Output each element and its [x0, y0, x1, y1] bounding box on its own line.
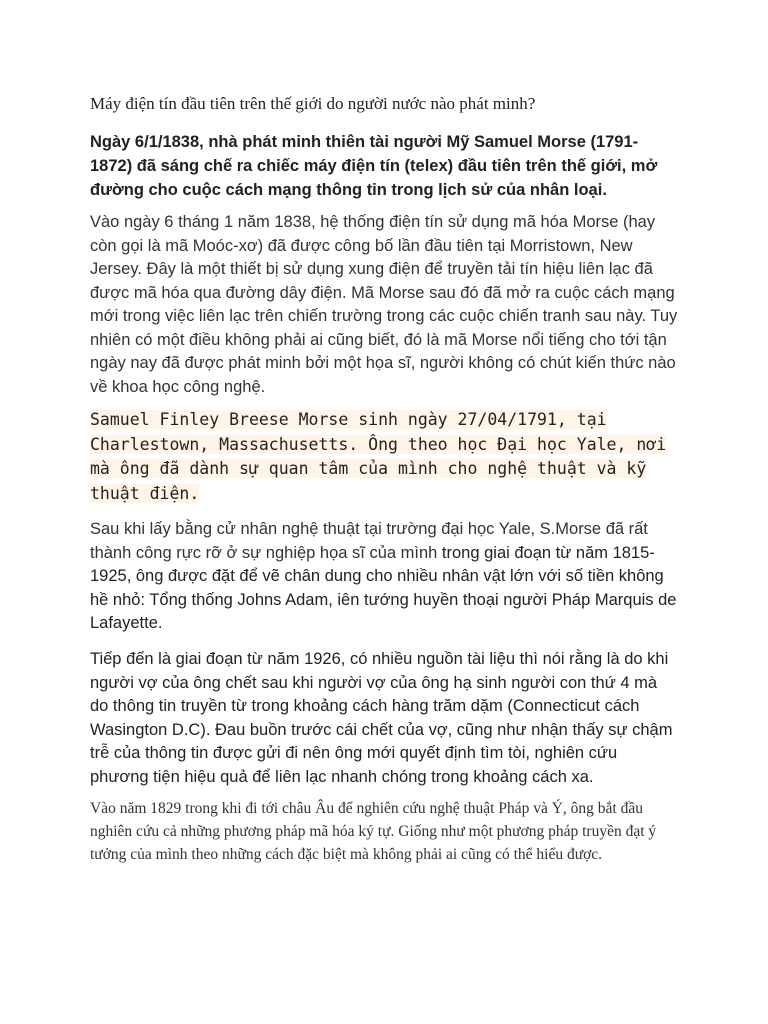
question-heading: Máy điện tín đầu tiên trên thế giới do người nước nào phát minh? — [90, 94, 536, 113]
paragraph-europe-research: Vào năm 1829 trong khi đi tới châu Âu để nghiên cứu nghệ thuật Pháp và Ý, ông bắt đầu nghiên cứu cả những phương pháp mã hóa ký tự. Giống như một phương pháp truyền đạt ý tưởng của mình theo những cách đặc biệt mà không phải ai cũng có thể hiểu được. — [90, 800, 657, 863]
highlighted-paragraph — [90, 408, 678, 506]
paragraph-wife-death: Tiếp đến là giai đoạn từ năm 1926, có nhiều nguồn tài liệu thì nói rằng là do khi người vợ của ông chết sau khi người vợ của ông hạ sinh người con thứ 4 mà do thông tin truyền từ trong khoảng cách hàng trăm dặm (Connecticut cách Wasington D.C). Đau buồn trước cái chết của vợ, cũng như nhận thấy sự chậm trễ của thông tin được gửi đi nên ông mới quyết định tìm tòi, nghiên cứu phương tiện hiệu quả để liên lạc nhanh chóng trong khoảng cách xa. — [90, 650, 673, 786]
paragraph-telegraph-history: Vào ngày 6 tháng 1 năm 1838, hệ thống điện tín sử dụng mã hóa Morse (hay còn gọi là mã Moóc-xơ) đã được công bố lần đầu tiên tại Morristown, New Jersey. Đây là một thiết bị sử dụng xung điện để truyền tải tín hiệu liên lạc đã được mã hóa qua đường dây điện. Mã Morse sau đó đã mở ra cuộc cách mạng mới trong việc liên lạc trên chiến trường trong các cuộc chiến tranh sau này. Tuy nhiên có một điều không phải ai cũng biết, đó là mã Morse nổi tiếng cho tới tận ngày nay đã được phát minh bởi một họa sĩ, người không có chút kiến thức nào về khoa học công nghệ. — [90, 213, 678, 396]
lead-paragraph: Ngày 6/1/1838, nhà phát minh thiên tài người Mỹ Samuel Morse (1791-1872) đã sáng chế ra chiếc máy điện tín (telex) đầu tiên trên thế giới, mở đường cho cuộc cách mạng thông tin trong lịch sử của nhân loại. — [90, 133, 658, 199]
paragraph-painter-career — [90, 518, 678, 636]
paragraph-painter-career-part-1: Sau khi lấy bằng cử nhân nghệ thuật tại trường đại học Yale, S.Morse đã rất thành công rực rỡ ở sự nghiệp họa sĩ của mình — [90, 520, 648, 562]
paragraph-painter-career-part-2: trong giai đoạn từ năm 1815-1925, ông được đặt để vẽ chân dung cho nhiều nhân vật lớn với số tiền không hề nhỏ: Tổng thống Johns Adam, iên tướng huyền thoại người Pháp Marquis de Lafayette. — [90, 543, 677, 632]
highlighted-text: Samuel Finley Breese Morse sinh ngày 27/04/1791, tại Charlestown, Massachusetts. Ông theo học Đại học Yale, nơi mà ông đã dành sự quan tâm của mình cho nghệ thuật và kỹ thuật điện. — [90, 410, 667, 503]
